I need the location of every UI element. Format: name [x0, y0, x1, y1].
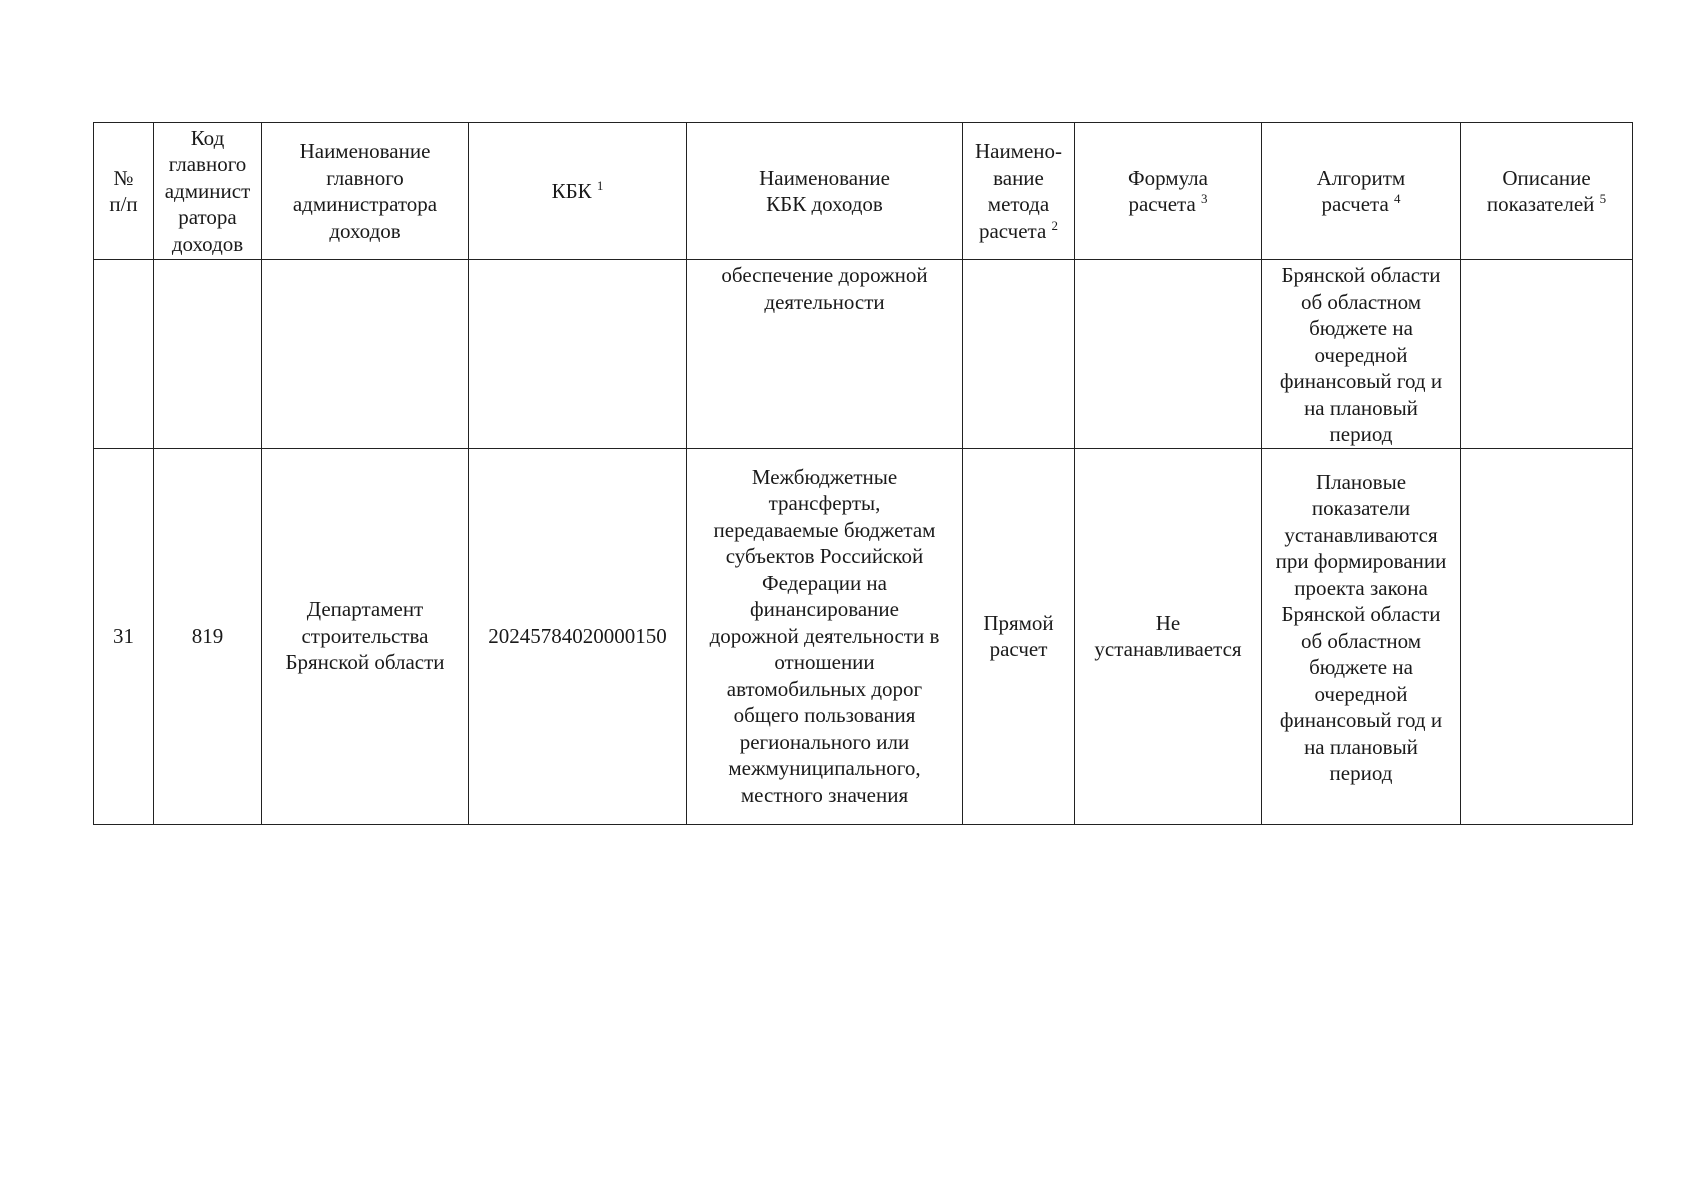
cell-description — [1461, 448, 1633, 824]
cell-admin-name — [262, 260, 469, 449]
footnote-marker: 3 — [1201, 191, 1208, 206]
cell-number — [94, 260, 154, 449]
header-cell-description: Описание показателей $^5$ — [1461, 123, 1633, 260]
cell-kbk-name: Межбюджетные трансферты, передаваемые бюджетам субъектов Российской Федерации на финансирование дорожной деятельности в отношении автомобильных дорог общего пользования регионального или межмуниципального, местного значения — [687, 448, 963, 824]
header-cell-number: № п/п — [94, 123, 154, 260]
header-cell-kbk: КБК $^1$ — [469, 123, 687, 260]
cell-admin-name: Департамент строительства Брянской области — [262, 448, 469, 824]
cell-kbk-name: обеспечение дорожной деятельности — [687, 260, 963, 449]
table-header-row — [94, 123, 1633, 260]
footnote-marker: 4 — [1394, 191, 1401, 206]
header-cell-kbk-name: Наименование КБК доходов — [687, 123, 963, 260]
footnote-marker: 1 — [596, 177, 604, 193]
header-cell-admin-code: Код главного админист ратора доходов — [154, 123, 262, 260]
cell-method — [963, 260, 1075, 449]
cell-formula: Не устанавливается — [1075, 448, 1262, 824]
cell-admin-code: 819 — [154, 448, 262, 824]
header-cell-admin-name: Наименование главного администратора доходов — [262, 123, 469, 260]
cell-kbk: 20245784020000150 — [469, 448, 687, 824]
cell-admin-code — [154, 260, 262, 449]
cell-kbk — [469, 260, 687, 449]
header-cell-algorithm: Алгоритм расчета $^4$ — [1262, 123, 1461, 260]
cell-algorithm: Брянской области об областном бюджете на очередной финансовый год и на плановый период — [1262, 260, 1461, 449]
header-cell-method: Наимено- вание метода расчета $^2$ — [963, 123, 1075, 260]
header-cell-formula: Формула расчета $^3$ — [1075, 123, 1262, 260]
footnote-marker: 2 — [1051, 217, 1059, 233]
cell-method: Прямой расчет — [963, 448, 1075, 824]
revenue-forecast-table — [93, 122, 1633, 825]
cell-number: 31 — [94, 448, 154, 824]
cell-formula — [1075, 260, 1262, 449]
table-row-continuation — [94, 260, 1633, 449]
footnote-marker: 5 — [1599, 191, 1607, 206]
cell-description — [1461, 260, 1633, 449]
cell-algorithm: Плановые показатели устанавливаются при формировании проекта закона Брянской области об областном бюджете на очередной финансовый год и на плановый период — [1262, 448, 1461, 824]
table-row — [94, 448, 1633, 824]
